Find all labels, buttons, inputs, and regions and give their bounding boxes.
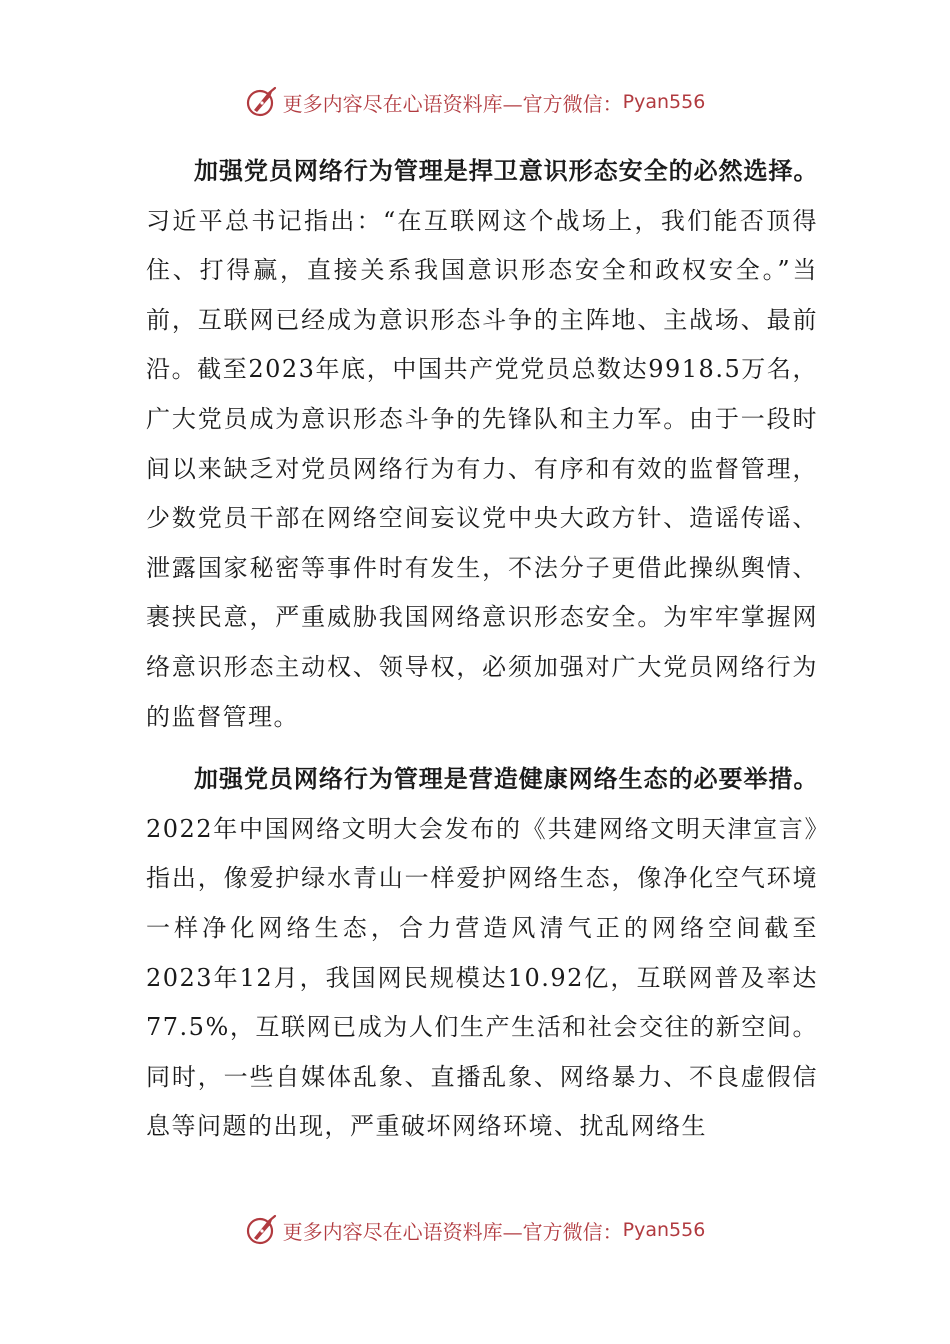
banner-wechat-handle: Pyan556 [622,91,706,113]
pen-nib-circle-icon [245,1213,279,1247]
header-banner [0,82,950,122]
paragraph-2 [146,754,818,1152]
paragraph-2-body: 2022年中国网络文明大会发布的《共建网络文明天津宣言》指出，像爱护绿水青山一样爱护网络生态，像净化空气环境一样净化网络生态，合力营造风清气正的网络空间截至2023年12月，我国网民规模达10.92亿，互联网普及率达77.5%，互联网已成为人们生产生活和社会交往的新空间。同时，一些自媒体乱象、直播乱象、网络暴力、不良虚假信息等问题的出现，严重破坏网络环境、扰乱网络生 [146,814,818,1141]
paragraph-2-lead: 加强党员网络行为管理是营造健康网络生态的必要举措。 [194,764,818,794]
banner-wechat-handle: Pyan556 [622,1219,706,1241]
banner-text: 更多内容尽在心语资料库—官方微信： [282,91,623,116]
footer-banner [0,1210,950,1250]
document-body [146,146,818,1152]
paragraph-1 [146,146,818,742]
pen-nib-circle-icon [245,85,279,119]
paragraph-1-body: 习近平总书记指出：“在互联网这个战场上，我们能否顶得住、打得赢，直接关系我国意识形态安全和政权安全。”当前，互联网已经成为意识形态斗争的主阵地、主战场、最前沿。截至2023年底，中国共产党党员总数达9918.5万名，广大党员成为意识形态斗争的先锋队和主力军。由于一段时间以来缺乏对党员网络行为有力、有序和有效的监督管理，少数党员干部在网络空间妄议党中央大政方针、造谣传谣、泄露国家秘密等事件时有发生，不法分子更借此操纵舆情、裹挟民意，严重威胁我国网络意识形态安全。为牢牢掌握网络意识形态主动权、领导权，必须加强对广大党员网络行为的监督管理。 [146,206,818,731]
paragraph-1-lead: 加强党员网络行为管理是捍卫意识形态安全的必然选择。 [194,156,818,185]
banner-text: 更多内容尽在心语资料库—官方微信： [282,1219,623,1244]
